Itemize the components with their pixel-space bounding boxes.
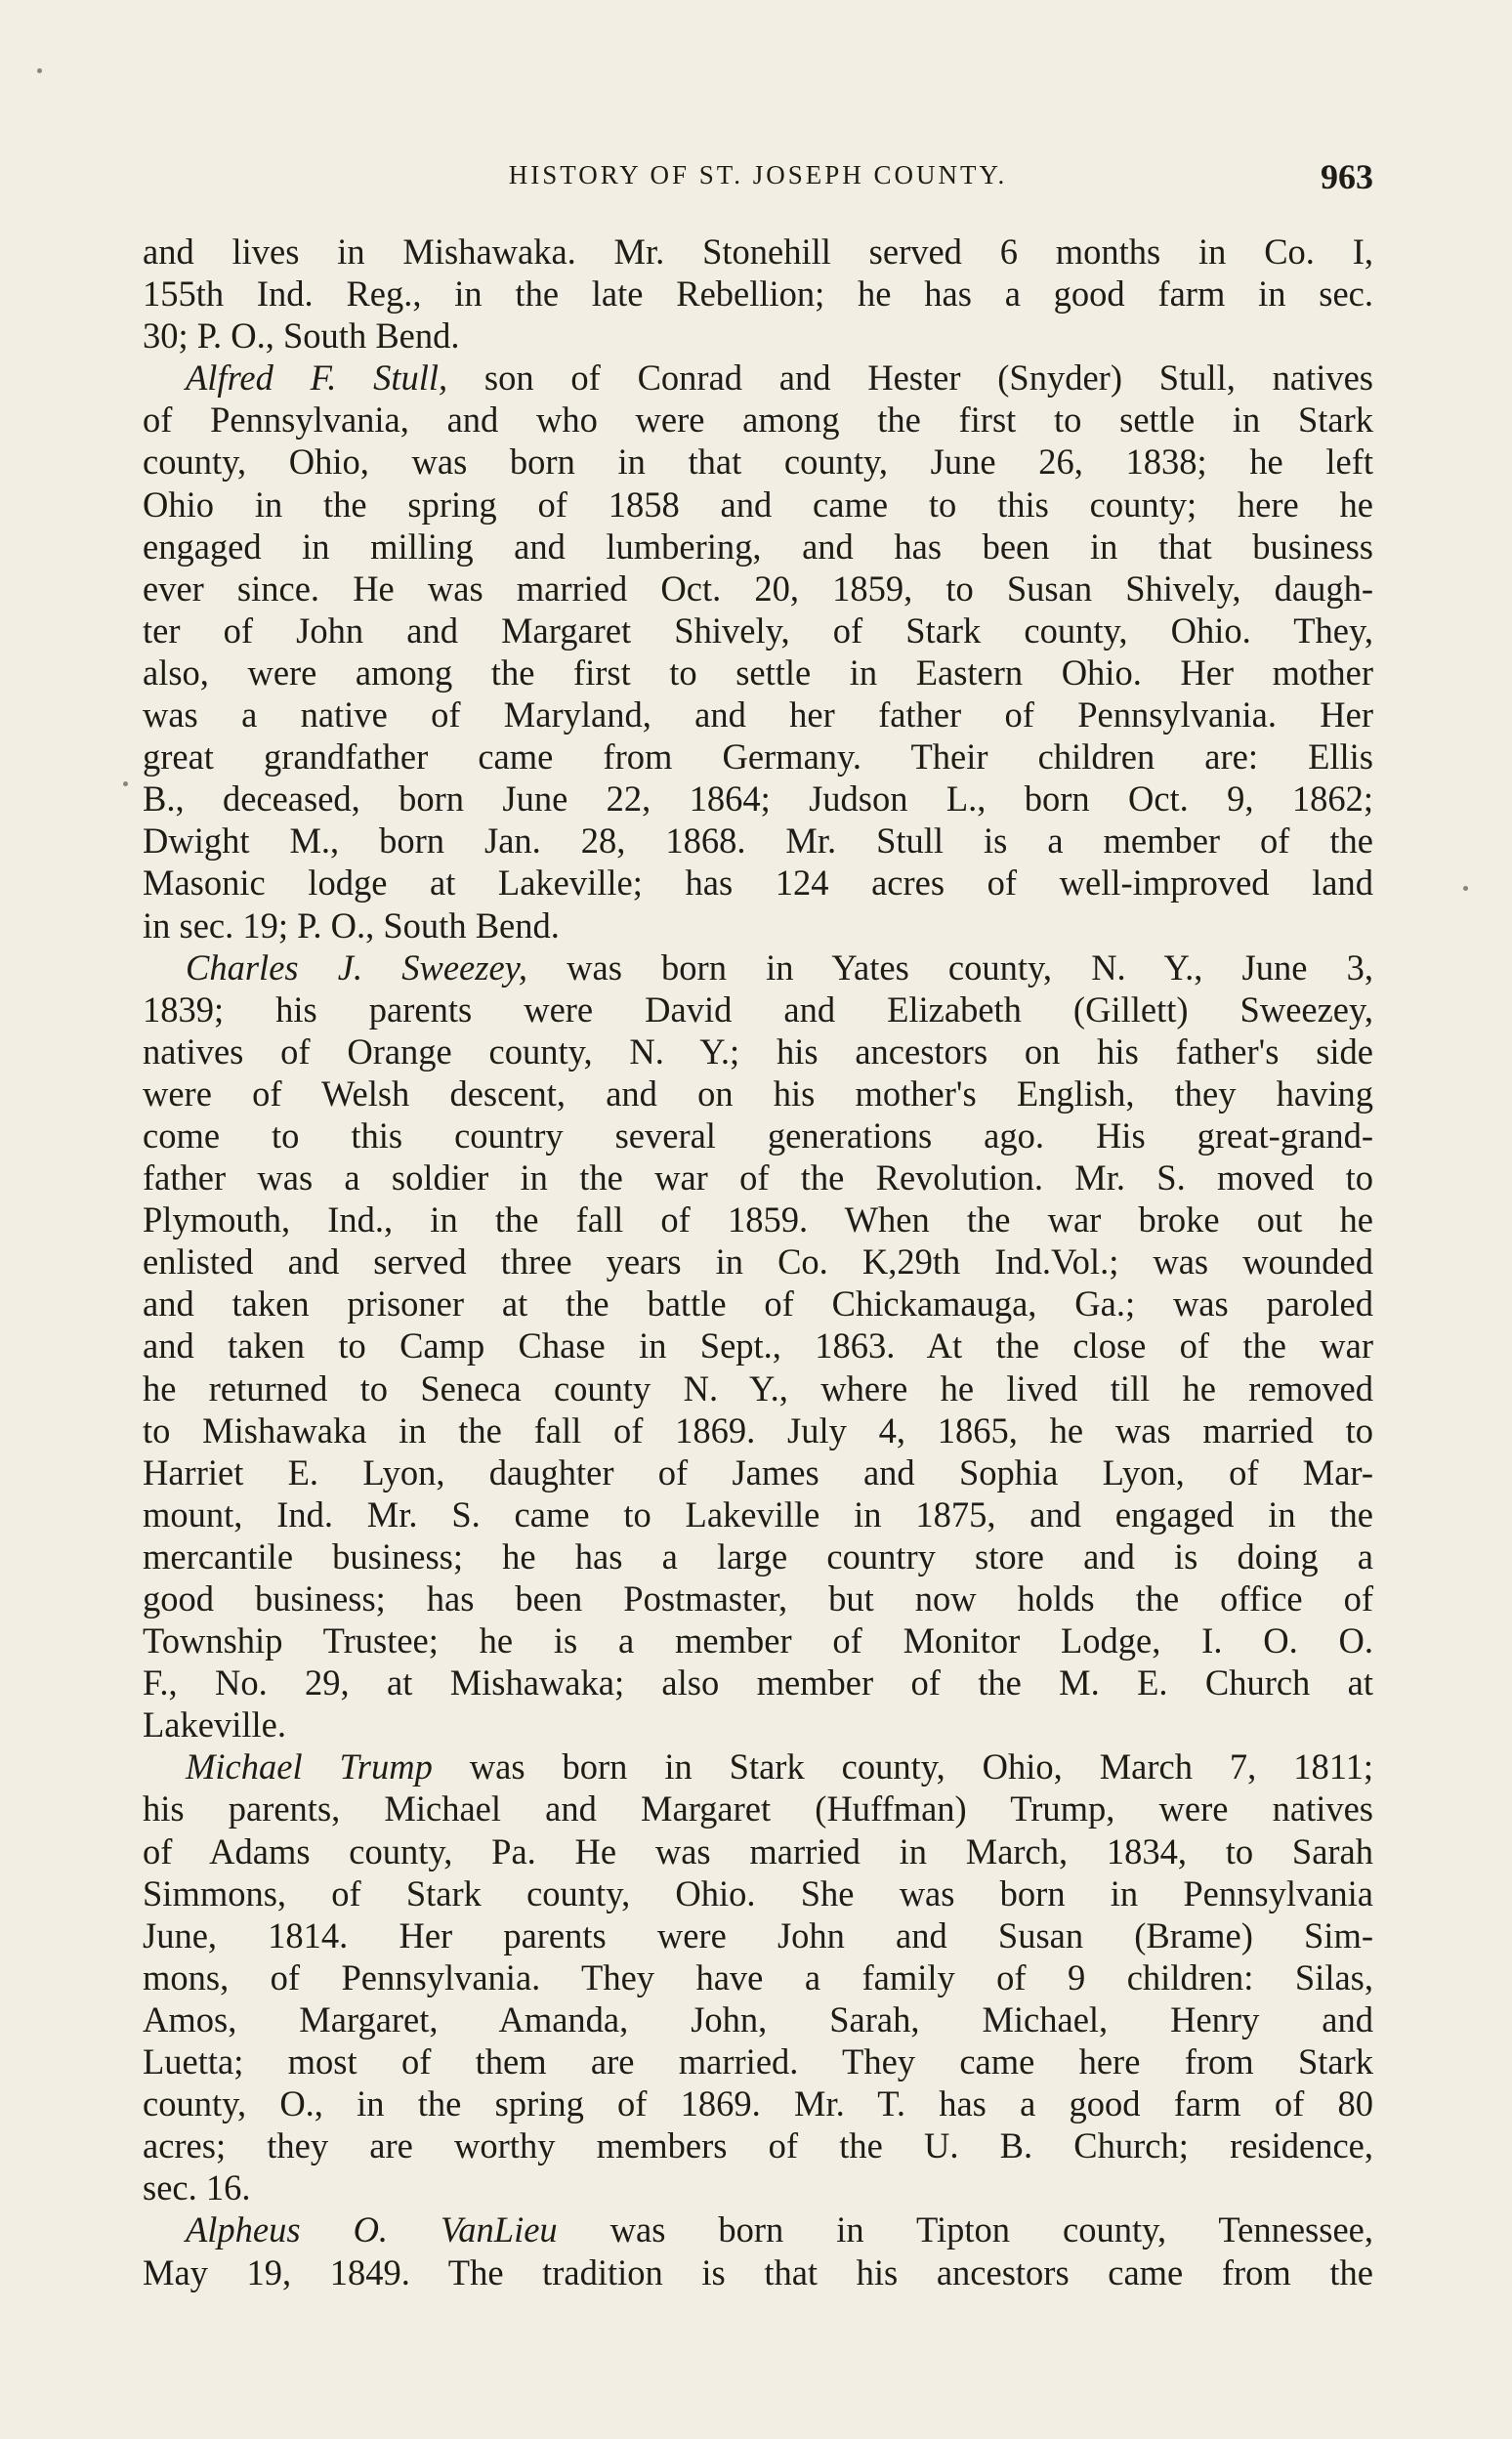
text-line xyxy=(143,1114,1373,1156)
text-line xyxy=(143,1409,1373,1451)
entry-first-line xyxy=(143,357,1373,399)
text-line xyxy=(143,2166,1373,2208)
biography-name: Alfred F. Stull, xyxy=(186,357,448,399)
print-speck xyxy=(123,781,128,786)
running-head xyxy=(143,156,1373,205)
text-line xyxy=(143,484,1373,526)
line-text: county, Ohio, was born in that county, June 26, 1838; he left xyxy=(143,442,1373,483)
text-line xyxy=(143,1241,1373,1283)
line-text: was born in Tipton county, Tennessee, xyxy=(557,2209,1373,2250)
text-line xyxy=(143,1030,1373,1072)
line-text: natives of Orange county, N. Y.; his ancestors on his father's side xyxy=(143,1030,1373,1072)
line-text: Simmons, of Stark county, Ohio. She was born in Pennsylvania xyxy=(143,1872,1373,1913)
text-line xyxy=(143,1198,1373,1241)
text-line xyxy=(143,315,1373,357)
text-line xyxy=(143,1325,1373,1367)
line-text: ever since. He was married Oct. 20, 1859, to Susan Shively, daugh- xyxy=(143,568,1373,609)
text-line xyxy=(143,568,1373,610)
text-line xyxy=(143,2040,1373,2082)
text-line xyxy=(143,1661,1373,1703)
line-text: his parents, Michael and Margaret (Huffman) Trump, were natives xyxy=(143,1788,1373,1829)
line-text: Amos, Margaret, Amanda, John, Sarah, Michael, Henry and xyxy=(143,1998,1373,2040)
text-line xyxy=(143,1914,1373,1956)
line-text: great grandfather came from Germany. Their children are: Ellis xyxy=(143,736,1373,778)
line-text: was born in Stark county, Ohio, March 7, 1811; xyxy=(432,1746,1374,1787)
body-text xyxy=(143,231,1373,2293)
biography-name: Alpheus O. VanLieu xyxy=(186,2209,558,2250)
line-text: also, were among the first to settle in Eastern Ohio. Her mother xyxy=(143,652,1373,693)
line-text: F., No. 29, at Mishawaka; also member of the M. E. Church at xyxy=(143,1662,1373,1703)
line-text: Township Trustee; he is a member of Monitor Lodge, I. O. O. xyxy=(143,1620,1373,1661)
text-line xyxy=(143,1493,1373,1535)
text-line xyxy=(143,231,1373,273)
line-text: Lakeville. xyxy=(143,1704,286,1745)
text-line xyxy=(143,1367,1373,1409)
line-text: June, 1814. Her parents were John and Susan (Brame) Sim- xyxy=(143,1914,1373,1955)
biography-name: Charles J. Sweezey, xyxy=(186,946,527,988)
text-line xyxy=(143,1956,1373,1998)
text-line xyxy=(143,2251,1373,2293)
text-line xyxy=(143,273,1373,315)
text-line xyxy=(143,988,1373,1030)
text-line xyxy=(143,736,1373,778)
text-line xyxy=(143,694,1373,736)
text-line xyxy=(143,526,1373,568)
text-line xyxy=(143,610,1373,652)
line-text: 1839; his parents were David and Elizabeth (Gillett) Sweezey, xyxy=(143,988,1373,1030)
line-text: father was a soldier in the war of the Revolution. Mr. S. moved to xyxy=(143,1157,1373,1198)
line-text: Plymouth, Ind., in the fall of 1859. When the war broke out he xyxy=(143,1199,1373,1241)
text-line xyxy=(143,2082,1373,2124)
text-line xyxy=(143,2124,1373,2166)
text-line xyxy=(143,399,1373,441)
line-text: 155th Ind. Reg., in the late Rebellion; he has a good farm in sec. xyxy=(143,273,1373,315)
line-text: son of Conrad and Hester (Snyder) Stull, natives xyxy=(447,357,1373,399)
text-line xyxy=(143,1787,1373,1829)
line-text: good business; has been Postmaster, but now holds the office of xyxy=(143,1578,1373,1619)
line-text: of Pennsylvania, and who were among the first to settle in Stark xyxy=(143,399,1373,441)
line-text: Harriet E. Lyon, daughter of James and Sophia Lyon, of Mar- xyxy=(143,1451,1373,1493)
line-text: mercantile business; he has a large country store and is doing a xyxy=(143,1535,1373,1577)
text-line xyxy=(143,1451,1373,1493)
entry-first-line xyxy=(143,2208,1373,2250)
text-line xyxy=(143,1072,1373,1114)
line-text: in sec. 19; P. O., South Bend. xyxy=(143,904,560,946)
line-text: engaged in milling and lumbering, and has been in that business xyxy=(143,526,1373,567)
line-text: he returned to Seneca county N. Y., where he lived till he removed xyxy=(143,1367,1373,1409)
text-line xyxy=(143,1283,1373,1325)
line-text: and taken prisoner at the battle of Chickamauga, Ga.; was paroled xyxy=(143,1283,1373,1325)
print-speck xyxy=(1463,886,1468,891)
page-number: 963 xyxy=(1321,157,1373,196)
text-line xyxy=(143,1535,1373,1577)
line-text: Dwight M., born Jan. 28, 1868. Mr. Stull is a member of the xyxy=(143,820,1373,862)
text-line xyxy=(143,778,1373,820)
text-line xyxy=(143,1872,1373,1914)
line-text: and lives in Mishawaka. Mr. Stonehill served 6 months in Co. I, xyxy=(143,231,1373,272)
text-line xyxy=(143,1703,1373,1745)
line-text: county, O., in the spring of 1869. Mr. T. has a good farm of 80 xyxy=(143,2083,1373,2124)
text-line xyxy=(143,904,1373,946)
line-text: was born in Yates county, N. Y., June 3, xyxy=(526,946,1373,988)
line-text: mount, Ind. Mr. S. came to Lakeville in 1875, and engaged in the xyxy=(143,1493,1373,1535)
text-line xyxy=(143,1156,1373,1198)
line-text: mons, of Pennsylvania. They have a family of 9 children: Silas, xyxy=(143,1956,1373,1997)
text-line xyxy=(143,441,1373,483)
print-speck xyxy=(37,68,42,73)
text-line xyxy=(143,820,1373,862)
text-line xyxy=(143,652,1373,694)
line-text: ter of John and Margaret Shively, of Stark county, Ohio. They, xyxy=(143,610,1373,651)
text-line xyxy=(143,1619,1373,1661)
line-text: Ohio in the spring of 1858 and came to this county; here he xyxy=(143,484,1373,525)
line-text: of Adams county, Pa. He was married in March, 1834, to Sarah xyxy=(143,1830,1373,1871)
line-text: were of Welsh descent, and on his mother's English, they having xyxy=(143,1072,1373,1114)
line-text: sec. 16. xyxy=(143,2167,251,2208)
running-title: HISTORY OF ST. JOSEPH COUNTY. xyxy=(508,160,1008,189)
line-text: B., deceased, born June 22, 1864; Judson L., born Oct. 9, 1862; xyxy=(143,778,1373,820)
line-text: Luetta; most of them are married. They came here from Stark xyxy=(143,2041,1373,2082)
line-text: acres; they are worthy members of the U. B. Church; residence, xyxy=(143,2125,1373,2166)
entry-first-line xyxy=(143,946,1373,988)
text-line xyxy=(143,1577,1373,1619)
line-text: enlisted and served three years in Co. K,29th Ind.Vol.; was wounded xyxy=(143,1241,1373,1283)
text-line xyxy=(143,1830,1373,1872)
text-line xyxy=(143,862,1373,904)
line-text: and taken to Camp Chase in Sept., 1863. At the close of the war xyxy=(143,1325,1373,1367)
line-text: May 19, 1849. The tradition is that his ancestors came from the xyxy=(143,2251,1373,2292)
line-text: was a native of Maryland, and her father of Pennsylvania. Her xyxy=(143,694,1373,736)
biography-name: Michael Trump xyxy=(186,1746,433,1787)
line-text: 30; P. O., South Bend. xyxy=(143,315,460,357)
line-text: come to this country several generations ago. His great-grand- xyxy=(143,1114,1373,1156)
line-text: Masonic lodge at Lakeville; has 124 acres of well-improved land xyxy=(143,862,1373,904)
text-line xyxy=(143,1998,1373,2040)
entry-first-line xyxy=(143,1745,1373,1787)
line-text: to Mishawaka in the fall of 1869. July 4, 1865, he was married to xyxy=(143,1409,1373,1451)
